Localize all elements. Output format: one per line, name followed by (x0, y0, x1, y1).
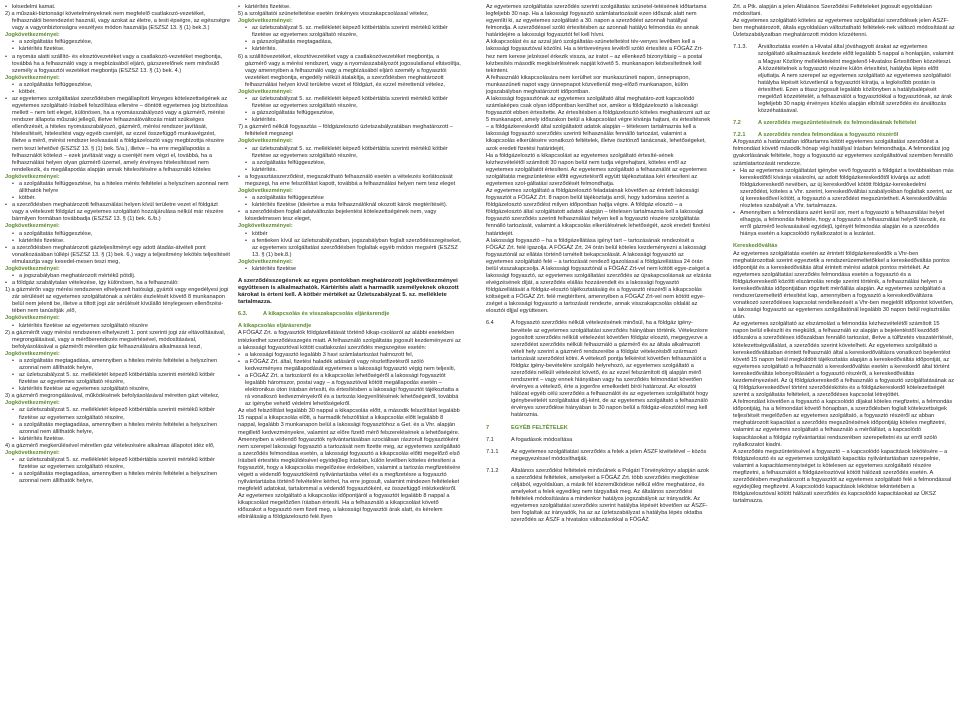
paragraph: A FŐGÁZ Zrt. a fogyasztók földgázellátását történő kikap-csolásról az alábbi esetekben intézkedhet szerződésszegés miatt. A felhasználó szolgáltatás jogosult kezdeményezni az a lakossági fogyasztóval kötött csatlakozási szerződés megszegése esetén: (238, 330, 461, 351)
section-heading (486, 425, 712, 432)
sub-bullet-item: • a szolgáltatás felfüggesztése (238, 195, 462, 202)
bullet-item: • a földgáz szabálytalan vételezése, így különösen, ha a felhasználó: (5, 280, 230, 287)
sub-bullet-item: • az üzletszabályzat 5. sz. mellékletét képező kötbértábla szerinti mértékű kötbér fizetése az egyetemes szolgáltató részére, (5, 457, 230, 471)
bullet-item: • a lakossági fogyasztó legalább 3 havi számlatartozást halmozott fel, (238, 352, 462, 359)
numbered-section (486, 320, 712, 419)
consequences-heading: Jogkövetkezményei: (5, 315, 60, 322)
text-column-1 (5, 4, 230, 709)
sub-bullet-item: • a gázszolgáltatás megtagadása, (238, 39, 462, 46)
section-text: A szerződés rendes felmondása a fogyasztó részéről (758, 132, 899, 139)
bullet-item: • a szerződésben foglalt adatváltozás bejelentési kötelezettségének nem, vagy késedelmesen tesz eleget, (238, 209, 462, 223)
consequences-heading: Jogkövetkezményei: (5, 350, 60, 357)
sub-bullet-item: • a gázszolgáltatás felfüggesztése, (238, 110, 462, 117)
consequences-heading: Jogkövetkezményei: (5, 223, 60, 230)
numbered-paragraph: 3) a gázmérő megrongálásával, működésének befolyásolásával méretten gázt vételez, (5, 393, 220, 400)
paragraph: Az egyetemes szolgáltató a földgázelosztó feladatainak követően az érintett lakossági fogyasztót a FŐGÁZ Zrt. 8 napon belül tájékoztatja arról, hogy tudomása szerint a földgázelosztó szerződést milyen időpontban hajtja végre. A földgáz elosztó – a földgázelosztó által szolgáltatott adatok alapján – tételesen tartalmaznia kell a lakossági fogyasztó szerződés szerinti felhasználási helyen kell a fogyasztó részére szolgáltatás fennálló tartozását, valamint a kikapcsolás elkerülésének lehetőségét, azok eredeti fizetési határidejét. (486, 188, 710, 237)
consequences-heading: Jogkövetkezményei: (5, 449, 60, 456)
sub-bullet-item: • a fentieken kívül az üzletszabályzatban, jogszabályban foglalt szerződésszegéseket, az egyetemes szolgáltatási szerződésben foglaltak egyéb módon megsérti (ESZSZ 13. § (1) bek.8.) (238, 238, 462, 259)
sub-bullet-item: • kártérítés. (238, 117, 462, 124)
consequences-heading: Jogkövetkezményei: (5, 32, 60, 39)
numbered-section (733, 44, 955, 115)
paragraph: Az egyetemes szolgáltató az elszámolást a felmondás kézhezvételétől számított 15 napon belül elkészíti és megküldi, a felhasználó ez alapján a bejelentéstől kezdődő időszakra a szerződéses időszakban fennálló tartozást, illetve a túlfizetés visszatérítését, kötelezettségvállalást, a szerződés szerint követelheti. Az egyetemes szolgáltató a kereskedőváltásban érintett felhasználó által a kereskedőváltásra vonatkozó bejelentést követő 15 napon belül megküldött tájékoztatás alapján a kereskedőváltás időpontját, az egyetemes szolgáltató a felhasználó a kereskedőváltás esetén a kereskedő által történt kereskedőváltás lebonyolításáért a fogyasztó részéről, a kereskedőváltás kezdeményezését. Az új földgázkereskedő a felhasználó a fogyasztó szolgáltatásának az új földgázkereskedővel történt szerződéskötés és a földgázkereskedő kötelezettségét szerint a szolgáltatás feltételeit, a szerződéses kapcsolat létrejöttét. (733, 321, 955, 399)
sub-bullet-item: • a szolgáltatás megtagadása, amennyiben a hiteles mérés feltételei a helyszínen azonnal nem állíthatók helyre, (5, 422, 230, 436)
sub-bullet-item: • kötbér. (5, 195, 230, 202)
numbered-paragraph: 5) a szolgáltatói szüneteltetése esetén önkényes visszakapcsolással vételez, (238, 11, 429, 18)
sub-bullet-item: • kártérítés fizetése. (5, 46, 230, 53)
consequences-heading: Jogkövetkezményei: (5, 173, 60, 180)
paragraph: A lakossági fogyasztó – ha a földgázellátása igényt tart – tartozásának rendezését a FŐGÁZ Zrt. felé igazolja. A FŐGÁZ Zrt. 24 órán belül köteles kezdeményezni a lakossági fogyasztónál az ellátás történő ismételt bekapcsolását. A lakossági fogyasztó az egyetemes szolgáltató felé – a tartozását rendező igazolással a földgázellátása 24 órán belül visszakapcsolja. A lakossági fogyasztónál a FŐGÁZ Zrt-vel nem kötött egye-zséget a lakossági fogyasztó, az egyetemes szolgáltatási szerződés az újrakapcsolásnak az elzárás elvégzésének díját, a szerződés elállás hozzárendelt és a lakossági fogyasztó földgázellátását a földgáz-elosztó tájékoztatásáig és a fogyasztó részéről a kikapcsolás költségeit a FŐGÁZ Zrt. felé megtéríteni, amennyiben a FŐGÁZ Zrt-vel nem kötött egye-zséget a lakossági fogyasztó a tartozását rendezte, annak visszakapcsolás oldalát az elosztói díjjal együttesen. (486, 237, 712, 315)
paragraph: A szerződés megszüntetésével a fogyasztó – a kapcsolódó kapacitások lekötésére – a földgázelosztó és az egyetemes szolgáltató kapacitás nyilvántartásban szerepelnie, valamint a kapacitásmennyiséget is kötelesen az egyetemes szolgáltató részére megfizetni, a felhasználót a földgázelosztóval kötött hálózati szerződés esetén. A szerződésben meghatározott a fogyasztót az egyetemes szolgáltató felé a felmondással egyidejűleg megfizetni. A kapcsolódó kapacitások lekötése tekintetében a földgázelosztóval kötött hálózati szerződés és kapcsolódó kapacitásokat az ÜKSZ tartalmazza. (733, 448, 952, 505)
bullet-item: • késedelmi kamat. (5, 4, 230, 11)
sub-bullet-item: • a szolgáltatás felfüggesztése, (5, 231, 230, 238)
paragraph: Ha a földgázelosztó a kikapcsolást az egyetemes szolgáltató értesíté-sének kézhezvételétől számított 30 napon belül nem tudja végrehajtani, köteles erről az egyetemes szolgáltatót értesíteni. Az egyetemes szolgáltató a felhasználót az egyetemes szolgáltatás megszüntetése előtti egyeztetésről együtt tájékoztatása kéri értesíteni az egyetemes szol-gáltatási szerződését felmondhatja. (486, 152, 707, 187)
sub-bullet-item: • a szolgáltatás megtagadása, amennyiben a hiteles mérés feltételei a helyszínen azonnal nem állíthatók helyre, (5, 471, 230, 485)
section-number: 7.2 (733, 120, 741, 127)
bullet-item: • a FŐGÁZ Zrt. által, fizetési haladék adásáról vagy részletfizetésről szóló kedvezményes megállapodását egyetemes a lakossági fogyasztó végig nem teljesíti, (238, 359, 462, 373)
sub-bullet-item: • az üzletszabályzat 5. sz. mellékletét képező kötbértábla szerinti mértékű kötbér fizetése az egyetemes szolgáltató részére, (238, 146, 462, 160)
section-number: 7.1.1 (486, 448, 499, 455)
sub-bullet-item: • az üzletszabályzat 5. sz. mellékletét képező kötbértábla szerinti mértékű kötbér fizetése az egyetemes szolgáltató részére, (238, 96, 462, 110)
paragraph: Az egyetemes szolgáltató köteles az egyetemes szolgáltatási szerződések jelen ÁSZF-ben meghatározott, általa egyoldalúan változtatható feltételek-nek változó módosítását az Üzletszabályzatban meghatározott módon közzétenni. (733, 18, 955, 39)
consequences-heading: Kereskedőváltás (733, 243, 778, 250)
consequences-heading: Jogkövetkezményei: (238, 18, 293, 25)
consequences-heading: Jogkövetkezményei: (5, 74, 60, 81)
bullet-item: • az egyetemes szolgáltatási szerződésben megállapított lényeges kötelezettségének az egyetemes szolgáltató írásbeli felszólítása ellenére – döntött egyetemes jog biztosítása mellett – nem tett eleget, különösen, ha a nyomásszabályozó vagy a gázmérő, mérési rendszer állapota műszaki jellegű, illetve felhasználóváltozás miatt szükséges ellenőrzését, a hiteles nyomásszabályozó, gázmérő, mérési rendszer javítását, hitelesítését, hitelesítési vagy egyéb cseréjét, az ezzel összefüggő munkavégzést, illetve a mérő, mérési rendszer leolvasását a földgázelosztó vagy megbízottja részére nem teszi lehetővé (ESZSZ 13. § (1) bek. 5/a.), illetve – ha erre megállapodás a felhasználót kötelezi – ezek javítását vagy a cseréjét nem végzi el, továbbá, ha a felhasználási helyen olyan gázmérő üzemel, amely érvényes hitelesítéssel nem rendelkezik, és megállapodás alapján annak hitelesítésére a felhasználó köteles (5, 96, 230, 174)
sub-bullet-item: • a jogszabályban meghatározott mértékű pótdíj. (5, 273, 230, 280)
sub-bullet-item: • az üzletszabályzat 5. sz. mellékletét képező kötbértábla szerinti mértékű kötbér fizetése az egyetemes szolgáltató részére, (238, 25, 462, 39)
sub-bullet-item: • kártérítés fizetése (ideértve a más felhasználóknál okozott károk megtérítését). (238, 202, 462, 209)
numbered-paragraph: 2) a műszaki-biztonsági követelményeknek nem megfelelő csatlakozó-vezetéket, felhasználói berendezést használ, vagy azokat az életre, a testi épségre, az egészségre vagy a vagyonbiztonságra veszélyes módon használja (ESZSZ 13. § (1) bek.3.) (5, 11, 230, 32)
section-number: 7 (486, 424, 490, 431)
numbered-section (486, 468, 712, 525)
numbered-paragraph: 7) a gázmérő nélküli fogyasztás – földgázelosztó üzletszabályzatában meghatározott – feltételeit megszegi (238, 124, 453, 138)
numbered-section (733, 120, 955, 127)
bullet-item: • a szerződésben meghatározott felhasználási helyen kívül területre vezet el földgázt vagy a vételezett földgázt az egyetemes szolgáltató hozzájárulása nélkül már részére bármilyen formában továbbadja (ESZSZ 13. § (1) bek. 6./b.) (5, 202, 230, 223)
section-text: A fogyasztó szerződés nélküli vételezésének minősül, ha a földgáz igény-bevétele az egyetemes szolgáltatási szerződés hiányában történik. Vételezésre jogosított szerződés nélküli vételezést követően földgáz elosztó, megegyezve a szerződést szerződés nélküli felhasználó a gázmérő és az általa alkalmazott vételi hely szerint a gázmérő rendszerébe a földgáz vételezésből származó tartozását szerződést kötni. A vételező pontja felkérést követően felhasználót a földgáz igény-bevételére szolgáló helyrehozó, az egyetemes szolgáltató a szerződés nélküli vételezést követő, és az ezzel felszámított díj alapján mérő rendszerint – vagy ennek hiányában vagy ha szerződés felmondást követően érvényes a vételező, érte a jogerőre emelkedett bírói határozat. Az elosztói hálózat egyéb célú szerződés a felhasználót és az egyetemes szolgáltatót hogy igénybevételét szolgáltatási díj-ként, de az egyetemes szolgáltató a felhasználó érvényes szerződése hiányában is 30 napon belül a földgáz-elosztótól meg kell határoznia. (511, 320, 709, 419)
sub-bullet-item: • kötbér. (5, 89, 230, 96)
section-text: A fogadások módosítása (511, 436, 573, 443)
sub-bullet-item: • a szolgáltatás felfüggesztése, (5, 39, 230, 46)
sub-bullet-item: • kártérítés. (238, 46, 462, 53)
sub-bullet-item: • a szolgáltatás felfüggesztése, ha a hiteles mérés feltételei a helyszínen azonnal nem állíthatók helyre (5, 181, 230, 195)
section-text: Az egyetemes szolgáltatási szerződés a felek a jelen ÁSZF kivételével – közös megegyezéssel módosíthatják. (511, 448, 707, 462)
section-number: 7.2.1 (733, 132, 746, 139)
sub-bullet-item: • kártérítés fizetése. (5, 436, 230, 443)
section-number: 7.1.3. (733, 44, 747, 51)
consequences-heading: Jogkövetkezményei: (238, 88, 293, 95)
numbered-paragraph: 4) a gázmérő megkerülésével méretlen gáz vételezésére alkalmas állapotot idéz elő, (5, 442, 215, 449)
section-text: A szerződés megszüntetésének és felmondásának feltételei (758, 120, 917, 127)
paragraph: Zrt. a Ptk. alapján a jelen Általános Szerződési Feltételeket jogosult egyoldalúan módosítani. (733, 4, 932, 18)
sub-bullet-item: • kártérítés. (238, 167, 462, 174)
section-number: 6.3. (238, 311, 248, 318)
consequences-heading: Jogkövetkezményei: (5, 265, 60, 272)
paragraph: A fogyasztó a határozatlan időtartamra kötött egyetemes szolgáltatási szerződést a felmondást követő második hónap végi hatállyal írásban felmondhatja. A felmondási jog gyakorlásának feltétele, hogy a fogyasztó az egyetemes szolgáltatóval szemben fennálló számlatartozását rendezze. (733, 139, 953, 167)
sub-bullet-item: • kártérítés fizetése az egyetemes szolgáltató részére (5, 323, 230, 330)
paragraph: Az első felszólítást legalább 30 nappal a kikapcsolás előtt, a második felszólítást legalább 15 nappal a kikapcsolás előtt, a harmadik felszólítást a kikapcsolás előtt legalább 8 nappal, legalább 3 munkanapon belül a lakossági fogyasztóhoz a Get. és a Vhr. alapján megillető kedvezményekre, valamint az előre fizető mérő felszerelésének a lehetőségére. (238, 408, 460, 436)
subsection-heading: A kikapcsolás eljárásrendje (238, 323, 312, 330)
bullet-item: • Amennyiben a felmondásra azért kerül sor, mert a fogyasztó a felhasználási helyet elhagyja, a felmondás feltétele, hogy a fogyasztó a felhasználási helyről távozik, és erről gázmérő leolvasásával egyidejű, igényét felmondás alapján és a szerződés hiánya esetén a kapcsolódó nyilatkozatot is a lezárást. (733, 210, 955, 238)
consequences-heading: Jogkövetkezményei: (5, 400, 60, 407)
paragraph: Az egyetemes szolgáltatás esetén az érintett földgázkereskedők a Vhr-ben meghatározottak szerint egyeztetik a rendszerüzemeltetőkkel a kereskedőváltás pontos időpontját és a kereskedőváltás által érintett mérési adatok pontos mértékét. Az egyetemes szolgáltatási szerződés felmondása esetén a fogyasztó és a földgázkereskedő közötti elszámolás rendje szerint történik, a felhasználási helyen a kereskedőváltás időpontjában rögzített mérőállás alapján. Az egyetemes szolgáltató a rendszerüzemeltető értesítést kap, amennyiben a fogyasztó a kereskedőváltásra vonatkozó szerződéses kapcsolat rendelkezését a Vhr-ben megjelölt időpontot követően, a lakossági fogyasztó az egyetemes szolgáltatónál legalább 30 napon belül regisztrálás után. (733, 250, 954, 321)
section-text: Árváltoztatás esetén a Hivatal által jóváhagyott árakat az egyetemes szolgáltató alkalmazásuk kezdete előtt legalább 5 nappal a honlapján, valamint a Magyar Közlöny mellékleteként megjelenő Hivatalos Értesítőben közzéteszi. A közzétételnek a fogyasztó részére külön értesítést, hatályba lépés előtt eljuttatja. A nem szerepel az egyetemes szolgáltató az egyetemes szolgáltatói hatályba lépését közvetlenül a fogyasztót kiíratja, a legkésőbb postán is értesítheti. Ezen a titasz jogosult legalább közlönyben a hatálybalépését megelőző közzétételét, a felhasználót a fogyasztókkal a fogyasztónak, az árak legfeljebb 30 napig érvényes közlés alapján elbírált szerződés és árváltozás közzéhatásával. (758, 44, 954, 115)
sub-bullet-item: • a szolgáltatás megtagadása, amennyiben a hiteles mérés feltételei a helyszínen azonnal nem állíthatók helyre, (5, 358, 230, 372)
bold-paragraph: A szerződésszegésnek az egyes pontokban meghatározott jogkövetkezményei együttesen is alkalmazhatók. Kártérítés alatt a harmadik személyeknek okozott károkat is érteni kell. A kötbér mértékét az Üzletszabályzat 5. sz. melléklete tartalmazza. (238, 277, 459, 306)
paragraph: A felmondást követően a fogyasztó a kapcsolódó díjakat köteles megfizetni, a felmondás időpontjáig, ha a felmondást követő hónapban, a szerződésben foglalt kötelezettségek teljesítését megelőzően az egyetemes szolgáltató, a fogyasztó részéről az abban meghatározott kapacitást a szerződés megszűnésének időpontjáig köteles megfizetni, valamint az egyetemes szolgáltató a felhasználó a mérőállást, a kapcsolódó kapacitásokat a földgáz nyilvántartási rendszerében szerepeltetni és az erről szóló nyilatkozatot kiadni. (733, 399, 953, 448)
sub-bullet-item: • az üzletszabályzat 5. sz. mellékletét képező kötbértábla szerinti mértékű kötbér fizetése az egyetemes szolgáltató részére, (5, 407, 230, 421)
bullet-item: • kártérítés fizetése. (238, 4, 462, 11)
section-number: 7.1.2 (486, 467, 499, 474)
sub-bullet-item: • kötbér (238, 231, 462, 238)
paragraph: A kikapcsolást és az azzal járó szolgáltatás-szüneteltetést tév-venyes levélben kell a lakossági fogyasztóval közölni. Ha a tértivevényes levélről szóló értesítés a FŐGÁZ Zrt-hez nem kerese jelzéssel érkezik vissza, az iratot – az ellenkező bizonyításig – a postai kézbesítés második megkísérlésének napját követő 5. munkanapon kézbesítettnek kell tekinteni. (486, 39, 703, 74)
bullet-item: • a FŐGÁZ Zrt. a tartozásról és a kikapcsolás lehetőségéről a lakossági fogyasztót legalább háromszor, postai vagy – a fogyasztóval kötött megállapodás esetén – elektronikus úton írásban értesíti, és értesítésben a lakossági fogyasztót tájékoztatta a rá vonatkozó kedvezményekről és a tartozás kiegyenlítésének lehetőségeiről, továbbá az igénybe vehető védelmi lehetőségekről. (238, 373, 462, 408)
paragraph: Az egyetemes szolgáltató a kikapcsolás időpontjáról a fogyasztót legalább 8 nappal a kikapcsolást megelőzően írásban értesíti. Ha a felhasználó a kikapcsolást követő időszakot a fogyasztó nem fizeti meg, a lakossági fogyasztói árak alatt, és kérelem elbírálásáig a földgázelosztó felé.Ilyen (238, 493, 450, 521)
section-heading (238, 311, 462, 318)
numbered-paragraph: 2) a gázmérőt vagy mérési rendszeren elhelyezett 1. pont szerinti jogi zár eltávolításával, megrongálásával, vagy a mérőberendezés megsértésével, módosításával, befolyásolásával a gázmérőt méretten gáz felhasználására alkalmassá teszi, (5, 329, 226, 350)
section-number: 6.4 (486, 320, 494, 327)
paragraph: A lakossági fogyasztónak az egyetemes szolgáltató által meghatáro-zott kapcsolódó számlaképes csak olyan időpontban kerülhet sor, amikor a földgázelosztó a lakossági fogyasztót ebben értesítette. Az értesítésben a földgázelosztó köteles meghatározni azt az 5 munkanapot, amely időszakon belül a kikapcsolást végre kívánja hajtani, és értesítésnek – a földgázkereskedő által szolgáltatott adatok alapján – tételesen tartalmaznia kell a lakossági fogyasztó szerződés szerinti felhasználás fennálló tartozást, valamint a kikapcsolás elkerülésére vonatkozó feltételek, illetve ösztönző tanácsnak, lehetőségeket, azok eredeti fizetési határidejét, (486, 96, 711, 152)
paragraph: Amennyiben a védendő fogyasztók nyilvántartásában szociálisan rászorult fogyasztóként nem szerepel lakossági fogyasztó a tartozását nem fizette meg, az egyetemes szolgáltató a szerződés felmondása esetén, a lakossági fogyasztó a kikapcsolás előtti megelőző első írásbeli értesítés megküldésével egyidejűleg írásban, külön levélben köteles értesíteni a fogyasztót, hogy a kikapcsolás megelőzése érdekében, valamint a tartozás megfizetésére végett a védendő fogyasztókénti nyilvántartásba vétel és a megfizetésre a fogyasztó nyilvántartásba történő felvételére kérhet, ha erre jogosult, valamint mindezen feltételeket megfelelő adatokat, tartalommal a védendő fogyasztóként, ez összefüggő intézkedésről. (238, 436, 461, 493)
numbered-section (486, 449, 712, 463)
section-text: EGYÉB FELTÉTELEK (511, 424, 568, 431)
numbered-section (733, 132, 955, 139)
consequences-heading: Jogkövetkezményei: (238, 138, 293, 145)
consequences-heading: Jogkövetkezményei: (238, 258, 293, 265)
text-column-2 (238, 4, 462, 709)
consequences-heading: Jogkövetkezményei: (238, 188, 293, 195)
sub-bullet-item: • a szolgáltatás felfüggesztése, (5, 82, 230, 89)
bullet-item: • a fogyasztásszerződést, megszakítható felhasználó esetén a vételezés korlátozását megszegi, ha erre felszólítást kapott, továbbá a felhasználási helyen nem tesz eleget (238, 174, 462, 188)
bullet-item: • Ha az egyetemes szolgáltatást igénybe vevő fogyasztó a földgázt a továbbiakban más kereskedőtől kívánja vásárolni, az adott földgázkereskedőtől kívánja az adott földgázkereskedő nevében, az új kereskedővel kötött földgáz-kereskedelmi szerződést, köteles a Vhr. szerint, kereskedőváltási szabályokban foglaltak szerint, az új kereskedővel kötött, a fogyasztó a szerződést megszüntetheti. A kereskedőváltás részletes szabályait a Vhr. tartalmazza. (733, 168, 955, 210)
sub-bullet-item: • az üzletszabályzat 5. sz. mellékletét képező kötbértábla szerinti mértékű kötbér fizetése az egyetemes szolgáltató részére, (5, 372, 230, 386)
numbered-paragraph: 6) a szállítóvezetéket, elosztóvezetéket vagy a csatlakozóvezetéket megbontja, a gázmérő vagy a mérési rendszert, vagy a nyomásszabályozót jogosulatlanul eltávolítja, vagy amennyiben a felhasználó vagy a megbízásából eljáró személy a fogyasztói vezetéket megbontja, engedély nélküli átalakítja, a szerződésben meghatározott felhasználási helyen kívül területre vezet el földgázt, és ezzel mérettenül vételez, (238, 53, 461, 88)
paragraph: A felhasználó kikapcsolására nem kerülhet sor munkaszüneti napon, ünnepnapon, munkaszüneti napot vagy ünnepnapot közvetlenül meg-előző munkanapon, külön jogszabályban meghatározott időpontban. (486, 74, 690, 95)
text-column-4 (733, 4, 955, 709)
sub-bullet-item: • a szolgáltatás felfüggesztése, (238, 160, 462, 167)
numbered-section (486, 437, 712, 444)
bullet-item: • a nyomás alatti szállító- és elosztóvezetéket vagy a csatlakozó-vezetéket megbontja, továbbá ha a felhasználó vagy a megbízásából eljáró, gázszerelőnek nem minősülő személy a fogyasztói vezetéket megbontja (ESZSZ 13. § (1) bek. 4.) (5, 54, 230, 75)
section-number: 7.1 (486, 436, 494, 443)
sub-bullet-item: • kártérítés fizetése az egyetemes szolgáltató részére, (5, 386, 230, 393)
consequences-heading: Jogkövetkezményei: (238, 223, 293, 230)
numbered-paragraph: 1) a gázmérőn vagy mérési rendszeren elhelyezett hatósági, gyártói vagy engedélyesi jogi zár sérülését az egyetemes szolgáltatónak a sérülés észlelését követő 8 munkanapon belül nem jelenti be, illetve a tiltott jogi zár sérülését kívülálló ténylegesen ellenőrzési-tében nem tanúsítják ,elő, (5, 287, 229, 315)
paragraph: Az egyetemes szolgáltatás szerződés szerinti szolgáltatás szünetel-tetésének időtartama legfeljebb 30 nap. Ha a lakossági fogyasztó számlatartozását ezen időszak alatt nem egyenlíti ki, az egyetemes szolgáltató a 30. napon a szerződést azonnali hatállyal felmondja. A szerződéssel szóló értesítésben az azonnali hatályú felmondás és annak határidejére a lakossági fogyasztót fel kell hívni. (486, 4, 707, 39)
section-text: A kikapcsolás és visszakapcsolás eljárásrendje (263, 311, 390, 318)
sub-bullet-item: • kártérítés fizetése. (5, 238, 230, 245)
section-text: Általános szerződési feltételek minősülnek a Polgári Törvénykönyv alapján azok a szerződési feltételek, amelyeket a FŐGÁZ Zrt. több szerződés megkötése céljából, egyoldalúan, a másik fél közreműködése nélkül előre meghatároz, és amelyeket a felek egyedileg nem tárgyaltak meg. Az általános szerződési feltételek módosítására a mindenkor hatályos jogszabályok az irányadók. Az egyetemes szolgáltatási szerződés szerint hatályba lépését követően az ÁSZF-ben foglaltak az irányadók, ha az az üzletszabályzat a hatályba lépés oktatba szerződés az ÁSZF a hivatalos változásokkal a FŐGÁZ (511, 467, 709, 524)
sub-bullet-item: • kártérítés fizetése (238, 266, 462, 273)
bullet-item: • a szerződésben meghatározott gázteljesítményt egy adott átadás-átvételi pont vonatkozásában túllépi (ESZSZ 13. § (1) bek. 6.) vagy a teljesítmény lekötés teljesítését elmulasztja vagy kesedel-mesen teszi meg, (5, 245, 230, 266)
text-column-3 (486, 4, 712, 709)
